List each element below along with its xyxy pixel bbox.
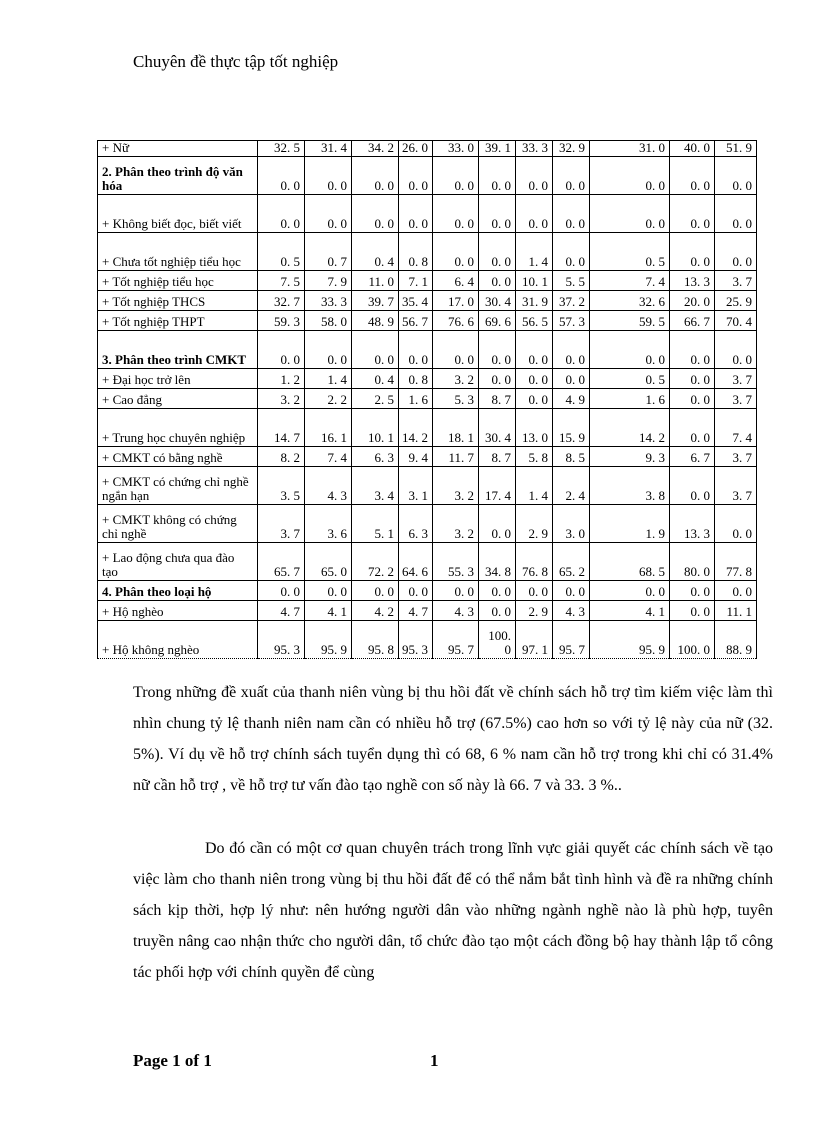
- table-cell: 88. 9: [715, 621, 757, 659]
- table-row: [98, 331, 757, 369]
- table-row: [98, 389, 757, 409]
- table-cell: 2. 2: [305, 389, 352, 409]
- table-cell: 0. 0: [479, 331, 516, 369]
- table-cell: 4. 3: [305, 467, 352, 505]
- table-cell: 0. 0: [399, 157, 433, 195]
- table-cell: 95. 8: [352, 621, 399, 659]
- table-cell: 7. 1: [399, 271, 433, 291]
- table-cell: 0. 0: [553, 157, 590, 195]
- table-cell: 10. 1: [516, 271, 553, 291]
- table-row: [98, 369, 757, 389]
- table-cell: 0. 0: [516, 195, 553, 233]
- table-cell: 0. 0: [479, 157, 516, 195]
- table-cell: 0. 0: [352, 157, 399, 195]
- table-cell: 3. 7: [258, 505, 305, 543]
- table-cell: 34. 2: [352, 141, 399, 157]
- table-cell: 33. 0: [433, 141, 479, 157]
- table-cell: 33. 3: [516, 141, 553, 157]
- table-row: [98, 141, 757, 157]
- table-cell: 95. 3: [399, 621, 433, 659]
- table-cell: 3. 7: [715, 389, 757, 409]
- table-cell: 1. 6: [399, 389, 433, 409]
- table-row: [98, 271, 757, 291]
- table-cell: 20. 0: [670, 291, 715, 311]
- table-cell: 0. 0: [399, 195, 433, 233]
- table-cell: 13. 3: [670, 505, 715, 543]
- table-cell: 3. 1: [399, 467, 433, 505]
- table-cell: 39. 1: [479, 141, 516, 157]
- table-row: [98, 447, 757, 467]
- table-cell: 0. 0: [553, 233, 590, 271]
- table-cell: 34. 8: [479, 543, 516, 581]
- footer-page-number: 1: [430, 1051, 439, 1070]
- table-cell: 30. 4: [479, 409, 516, 447]
- table-cell: 0. 0: [670, 601, 715, 621]
- table-cell: 0. 0: [553, 369, 590, 389]
- table-cell: 32. 7: [258, 291, 305, 311]
- table-row: [98, 621, 757, 659]
- table-cell: 0. 0: [670, 331, 715, 369]
- table-cell: 0. 5: [258, 233, 305, 271]
- table-cell: 0. 7: [305, 233, 352, 271]
- table-cell: 0. 0: [305, 195, 352, 233]
- row-label: 4. Phân theo loại hộ: [98, 581, 258, 601]
- table-cell: 4. 9: [553, 389, 590, 409]
- table-cell: 7. 9: [305, 271, 352, 291]
- table-cell: 0. 0: [715, 581, 757, 601]
- table-cell: 0. 0: [305, 157, 352, 195]
- row-label: + CMKT có bằng nghề: [98, 447, 258, 467]
- table-cell: 0. 4: [352, 369, 399, 389]
- table-cell: 0. 0: [670, 233, 715, 271]
- table-cell: 7. 4: [305, 447, 352, 467]
- table-cell: 11. 0: [352, 271, 399, 291]
- table-cell: 0. 0: [479, 271, 516, 291]
- table-cell: 1. 9: [590, 505, 670, 543]
- table-cell: 1. 6: [590, 389, 670, 409]
- table-cell: 0. 8: [399, 369, 433, 389]
- table-row: [98, 233, 757, 271]
- table-cell: 3. 8: [590, 467, 670, 505]
- table-cell: 3. 2: [258, 389, 305, 409]
- row-label: + Không biết đọc, biết viết: [98, 195, 258, 233]
- table-row: [98, 601, 757, 621]
- table-cell: 0. 0: [516, 389, 553, 409]
- table-cell: 2. 9: [516, 601, 553, 621]
- table-cell: 8. 7: [479, 447, 516, 467]
- table-cell: 8. 5: [553, 447, 590, 467]
- table-cell: 0. 0: [670, 467, 715, 505]
- table-cell: 0. 0: [352, 331, 399, 369]
- table-row: [98, 581, 757, 601]
- row-label: + CMKT không có chứng chỉ nghề: [98, 505, 258, 543]
- statistics-table: [97, 140, 757, 659]
- table-cell: 70. 4: [715, 311, 757, 331]
- table-cell: 18. 1: [433, 409, 479, 447]
- row-label: + Tốt nghiệp THPT: [98, 311, 258, 331]
- table-cell: 95. 3: [258, 621, 305, 659]
- table-cell: 32. 6: [590, 291, 670, 311]
- row-label: + Tốt nghiệp THCS: [98, 291, 258, 311]
- table-cell: 0. 0: [479, 195, 516, 233]
- table-cell: 2. 9: [516, 505, 553, 543]
- table-row: [98, 543, 757, 581]
- table-cell: 0. 0: [715, 195, 757, 233]
- table-cell: 37. 2: [553, 291, 590, 311]
- row-label: + Hộ không nghèo: [98, 621, 258, 659]
- table-cell: 51. 9: [715, 141, 757, 157]
- table-cell: 32. 9: [553, 141, 590, 157]
- table-row: [98, 409, 757, 447]
- table-cell: 2. 4: [553, 467, 590, 505]
- table-cell: 0. 0: [516, 157, 553, 195]
- table-cell: 6. 4: [433, 271, 479, 291]
- table-cell: 0. 0: [433, 233, 479, 271]
- table-cell: 5. 8: [516, 447, 553, 467]
- table-cell: 11. 1: [715, 601, 757, 621]
- table-cell: 13. 0: [516, 409, 553, 447]
- table-cell: 3. 5: [258, 467, 305, 505]
- table-cell: 72. 2: [352, 543, 399, 581]
- table-cell: 0. 0: [433, 331, 479, 369]
- table-cell: 64. 6: [399, 543, 433, 581]
- table-cell: 0. 0: [516, 581, 553, 601]
- row-label: + Trung học chuyên nghiệp: [98, 409, 258, 447]
- table-cell: 5. 1: [352, 505, 399, 543]
- table-cell: 65. 7: [258, 543, 305, 581]
- table-cell: 0. 0: [715, 233, 757, 271]
- table-cell: 65. 2: [553, 543, 590, 581]
- table-cell: 2. 5: [352, 389, 399, 409]
- table-cell: 0. 0: [715, 505, 757, 543]
- table-cell: 40. 0: [670, 141, 715, 157]
- table-cell: 3. 2: [433, 505, 479, 543]
- table-cell: 0. 5: [590, 233, 670, 271]
- table-cell: 0. 0: [670, 157, 715, 195]
- table-cell: 95. 7: [433, 621, 479, 659]
- table-cell: 8. 7: [479, 389, 516, 409]
- table-cell: 8. 2: [258, 447, 305, 467]
- table-cell: 77. 8: [715, 543, 757, 581]
- body-paragraph-2: Do đó cần có một cơ quan chuyên trách trong lĩnh vực giải quyết các chính sách về tạo việc làm cho thanh niên trong vùng bị thu hồi đất để có thể nắm bắt tình hình và đề ra những chính sách kịp thời, hợp lý như: nên hướng người dân vào những ngành nghề nào là phù hợp, tuyên truyền nâng cao nhận thức cho người dân, tổ chức đào tạo một cách đồng bộ hay thành lập tổ công tác phối hợp với chính quyền để cùng: [133, 840, 773, 981]
- table-cell: 0. 0: [590, 157, 670, 195]
- table-cell: 95. 9: [590, 621, 670, 659]
- table-cell: 0. 0: [258, 195, 305, 233]
- table-cell: 3. 7: [715, 447, 757, 467]
- table-cell: 1. 4: [516, 467, 553, 505]
- table-cell: 56. 7: [399, 311, 433, 331]
- table-cell: 95. 9: [305, 621, 352, 659]
- table-cell: 65. 0: [305, 543, 352, 581]
- table-cell: 7. 4: [715, 409, 757, 447]
- table-cell: 76. 6: [433, 311, 479, 331]
- table-cell: 0. 8: [399, 233, 433, 271]
- table-row: [98, 195, 757, 233]
- row-label: 2. Phân theo trình độ văn hóa: [98, 157, 258, 195]
- table-cell: 3. 2: [433, 369, 479, 389]
- table-cell: 0. 0: [715, 157, 757, 195]
- table-cell: 3. 2: [433, 467, 479, 505]
- table-cell: 13. 3: [670, 271, 715, 291]
- table-cell: 3. 7: [715, 369, 757, 389]
- table-cell: 0. 0: [479, 581, 516, 601]
- table-cell: 0. 0: [670, 195, 715, 233]
- table-cell: 59. 3: [258, 311, 305, 331]
- table-cell: 0. 0: [352, 195, 399, 233]
- row-label: + Nữ: [98, 141, 258, 157]
- table-cell: 3. 0: [553, 505, 590, 543]
- table-cell: 0. 0: [516, 369, 553, 389]
- table-cell: 0. 0: [715, 331, 757, 369]
- table-cell: 0. 0: [553, 331, 590, 369]
- table-cell: 80. 0: [670, 543, 715, 581]
- table-cell: 0. 0: [399, 331, 433, 369]
- table-row: [98, 467, 757, 505]
- table-cell: 0. 0: [670, 581, 715, 601]
- table-cell: 31. 9: [516, 291, 553, 311]
- table-cell: 66. 7: [670, 311, 715, 331]
- table-cell: 59. 5: [590, 311, 670, 331]
- table-cell: 15. 9: [553, 409, 590, 447]
- table-cell: 3. 4: [352, 467, 399, 505]
- table-cell: 0. 0: [479, 369, 516, 389]
- table-cell: 95. 7: [553, 621, 590, 659]
- table-cell: 0. 0: [553, 581, 590, 601]
- table-cell: 0. 0: [399, 581, 433, 601]
- table-cell: 1. 4: [305, 369, 352, 389]
- table-cell: 0. 0: [352, 581, 399, 601]
- table-cell: 48. 9: [352, 311, 399, 331]
- table-cell: 6. 3: [399, 505, 433, 543]
- table-cell: 0. 0: [670, 389, 715, 409]
- table-cell: 3. 6: [305, 505, 352, 543]
- table-row: [98, 505, 757, 543]
- table-cell: 31. 4: [305, 141, 352, 157]
- table-cell: 4. 1: [305, 601, 352, 621]
- row-label: + Chưa tốt nghiệp tiểu học: [98, 233, 258, 271]
- table-cell: 14. 7: [258, 409, 305, 447]
- table-cell: 68. 5: [590, 543, 670, 581]
- table-cell: 4. 3: [553, 601, 590, 621]
- table-cell: 69. 6: [479, 311, 516, 331]
- table-cell: 58. 0: [305, 311, 352, 331]
- table-cell: 1. 4: [516, 233, 553, 271]
- table-cell: 17. 4: [479, 467, 516, 505]
- table-cell: 0. 0: [553, 195, 590, 233]
- row-label: + Đại học trở lên: [98, 369, 258, 389]
- table-cell: 0. 0: [305, 581, 352, 601]
- table-cell: 1. 2: [258, 369, 305, 389]
- table-cell: 39. 7: [352, 291, 399, 311]
- table-cell: 6. 7: [670, 447, 715, 467]
- row-label: + Hộ nghèo: [98, 601, 258, 621]
- table-cell: 0. 0: [479, 505, 516, 543]
- table-cell: 0. 0: [670, 369, 715, 389]
- table-cell: 0. 0: [479, 601, 516, 621]
- table-cell: 4. 7: [399, 601, 433, 621]
- table-cell: 30. 4: [479, 291, 516, 311]
- table-cell: 35. 4: [399, 291, 433, 311]
- table-cell: 0. 0: [258, 581, 305, 601]
- row-label: + Tốt nghiệp tiểu học: [98, 271, 258, 291]
- body-paragraph-1: Trong những đề xuất của thanh niên vùng bị thu hồi đất về chính sách hỗ trợ tìm kiếm việc làm thì nhìn chung tỷ lệ thanh niên nam cần có nhiều hỗ trợ (67.5%) cao hơn so với tỷ lệ này của nữ (32. 5%). Ví dụ về hỗ trợ chính sách tuyển dụng thì có 68, 6 % nam cần hỗ trợ trong khi chỉ có 31.4% nữ cần hỗ trợ , về hỗ trợ tư vấn đào tạo nghề con số này là 66. 7 và 33. 3 %..: [133, 684, 773, 794]
- table-cell: 0. 0: [479, 233, 516, 271]
- table-cell: 11. 7: [433, 447, 479, 467]
- table-cell: 25. 9: [715, 291, 757, 311]
- table-cell: 0. 0: [258, 157, 305, 195]
- table-cell: 4. 2: [352, 601, 399, 621]
- table-cell: 100. 0: [479, 621, 516, 659]
- table-cell: 0. 0: [670, 409, 715, 447]
- table-cell: 9. 4: [399, 447, 433, 467]
- table-cell: 0. 0: [305, 331, 352, 369]
- table-cell: 4. 7: [258, 601, 305, 621]
- page-header-title: Chuyên đề thực tập tốt nghiệp: [133, 52, 339, 71]
- table-cell: 0. 0: [590, 331, 670, 369]
- table-cell: 31. 0: [590, 141, 670, 157]
- table-cell: 56. 5: [516, 311, 553, 331]
- table-row: [98, 157, 757, 195]
- table-cell: 0. 0: [433, 195, 479, 233]
- table-cell: 0. 0: [590, 581, 670, 601]
- table-cell: 6. 3: [352, 447, 399, 467]
- table-cell: 32. 5: [258, 141, 305, 157]
- table-cell: 14. 2: [399, 409, 433, 447]
- table-row: [98, 311, 757, 331]
- row-label: + CMKT có chứng chỉ nghề ngắn hạn: [98, 467, 258, 505]
- table-cell: 3. 7: [715, 467, 757, 505]
- table-cell: 26. 0: [399, 141, 433, 157]
- table-cell: 0. 0: [258, 331, 305, 369]
- row-label: 3. Phân theo trình CMKT: [98, 331, 258, 369]
- table-cell: 0. 5: [590, 369, 670, 389]
- table-cell: 76. 8: [516, 543, 553, 581]
- table-cell: 16. 1: [305, 409, 352, 447]
- table-cell: 4. 3: [433, 601, 479, 621]
- table-cell: 55. 3: [433, 543, 479, 581]
- table-cell: 5. 3: [433, 389, 479, 409]
- table-cell: 0. 0: [433, 581, 479, 601]
- table-cell: 97. 1: [516, 621, 553, 659]
- table-cell: 9. 3: [590, 447, 670, 467]
- table-cell: 5. 5: [553, 271, 590, 291]
- table-cell: 17. 0: [433, 291, 479, 311]
- table-cell: 7. 5: [258, 271, 305, 291]
- table-cell: 0. 0: [433, 157, 479, 195]
- row-label: + Cao đẳng: [98, 389, 258, 409]
- table-cell: 0. 4: [352, 233, 399, 271]
- table-cell: 100. 0: [670, 621, 715, 659]
- table-cell: 7. 4: [590, 271, 670, 291]
- table-cell: 4. 1: [590, 601, 670, 621]
- table-cell: 57. 3: [553, 311, 590, 331]
- table-row: [98, 291, 757, 311]
- table-cell: 0. 0: [516, 331, 553, 369]
- table-cell: 10. 1: [352, 409, 399, 447]
- table-cell: 3. 7: [715, 271, 757, 291]
- table-cell: 0. 0: [590, 195, 670, 233]
- footer-page-label: Page 1 of 1: [133, 1051, 212, 1070]
- table-cell: 14. 2: [590, 409, 670, 447]
- table-cell: 33. 3: [305, 291, 352, 311]
- row-label: + Lao động chưa qua đào tạo: [98, 543, 258, 581]
